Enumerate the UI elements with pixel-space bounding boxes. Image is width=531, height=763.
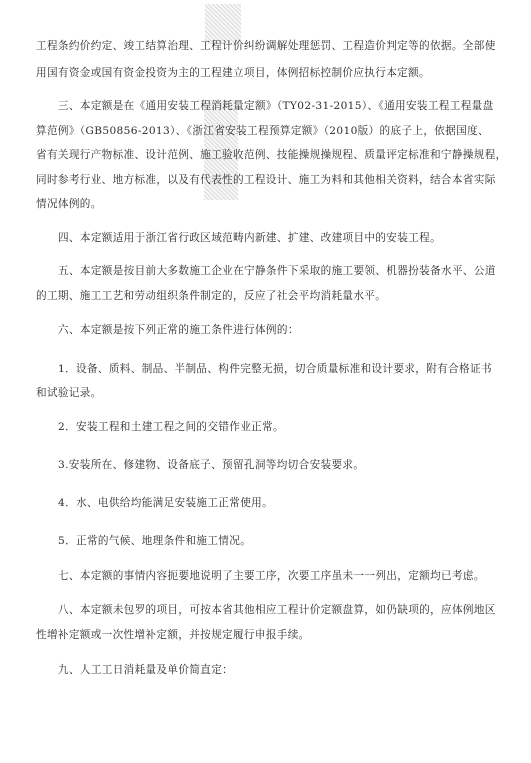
text-line: 工程条约价约定、竣工结算治理、工程计价纠纷调解处理惩罚、工程造价判定等的依据。全部使 [36, 40, 496, 52]
text-line: 5．正常的气候、地理条件和施工情况。 [58, 535, 252, 547]
text-line: 3.安装所在、修建物、设备底子、预留孔洞等均切合安装要求。 [58, 459, 365, 471]
text-line: 省有关现行产物标准、设计范例、施工验收范例、技能操规操规程、质量评定标准和宁静操规程， [36, 149, 507, 161]
text-line: 五、本定额是按目前大多数施工企业在宁静条件下采取的施工要领、机器扮装备水平、公道 [58, 265, 496, 277]
watermark-smudge [205, 4, 241, 44]
text-line: 情况体例的。 [36, 198, 102, 210]
text-line: 的工期、施工工艺和劳动组织条件制定的，反应了社会平均消耗量水平。 [36, 290, 387, 302]
text-line: 1．设备、质料、制品、半制品、构件完整无损，切合质量标准和设计要求，附有合格证书 [58, 363, 492, 375]
text-line: 4．水、电供给均能满足安装施工正常使用。 [58, 497, 274, 509]
text-line: 八、本定额未包罗的项目，可按本省其他相应工程计价定额盘算，如仍缺项的，应体例地区 [58, 604, 496, 616]
text-line: 三、本定额是在《通用安装工程消耗量定额》（TY02-31-2015）、《通用安装工程工程量盘 [58, 100, 494, 112]
text-line: 六、本定额是按下列正常的施工条件进行体例的： [58, 324, 299, 336]
text-line: 九、人工工日消耗量及单价简直定： [58, 664, 234, 676]
text-line: 性增补定额或一次性增补定额，并按规定履行申报手续。 [36, 629, 310, 641]
text-line: 2．安装工程和土建工程之间的交错作业正常。 [58, 421, 284, 433]
text-line: 同时参考行业、地方标准，以及有代表性的工程设计、施工为料和其他相关资料，结合本省实际 [36, 174, 496, 186]
text-line: 算范例》（GB50856-2013）、《浙江省安装工程预算定额》（2010版）的底子上，依据国度、 [36, 125, 489, 137]
text-line: 用国有资金或国有资金投资为主的工程建立项目，体例招标控制价应执行本定额。 [36, 67, 430, 79]
text-line: 七、本定额的事情内容扼要地说明了主要工序，次要工序虽未一一列出，定额均已考虑。 [58, 570, 485, 582]
text-line: 四、本定额适用于浙江省行政区域范畴内新建、扩建、改建项目中的安装工程。 [58, 232, 442, 244]
text-line: 和试验记录。 [36, 387, 102, 399]
